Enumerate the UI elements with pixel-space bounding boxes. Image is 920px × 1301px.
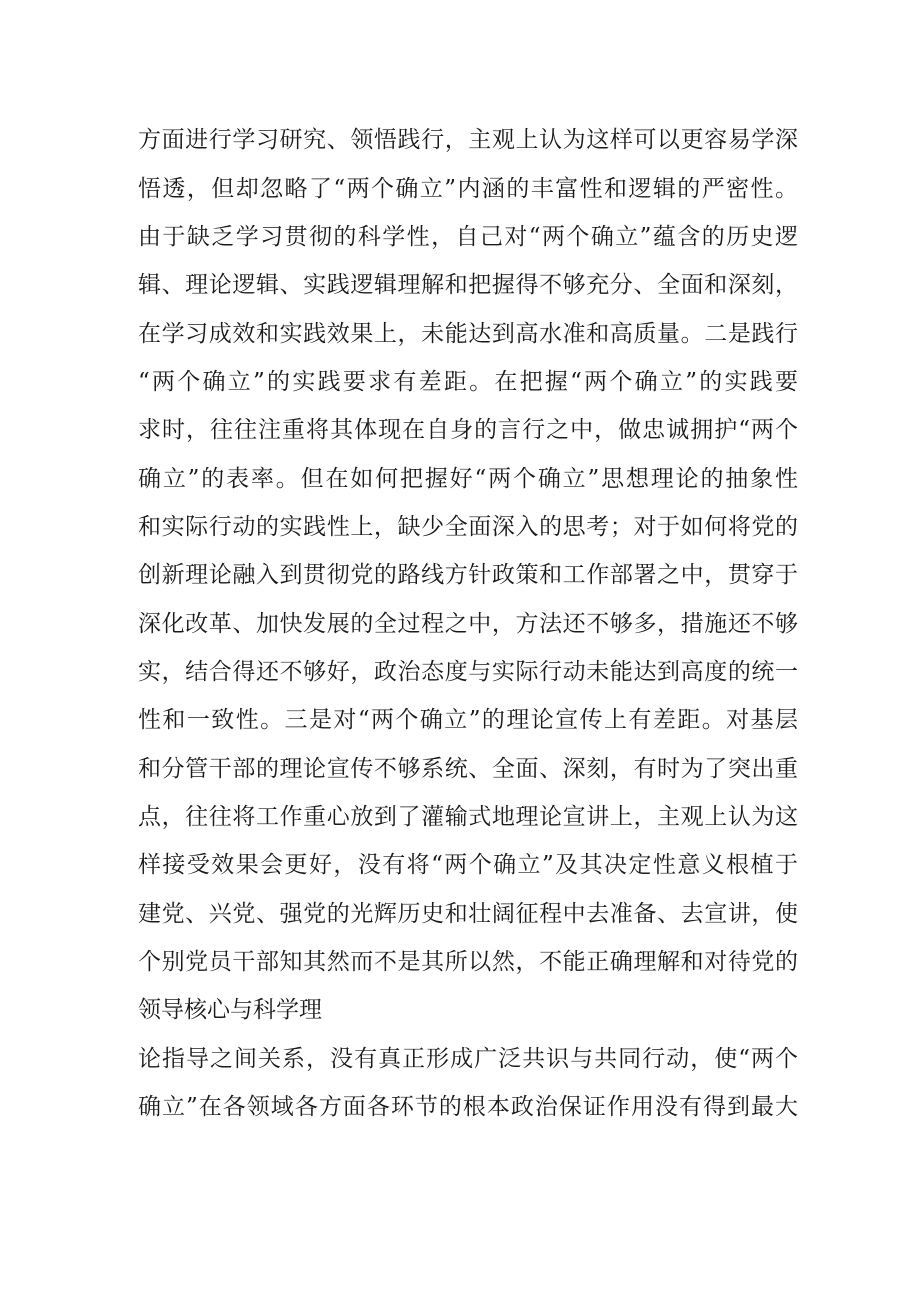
text-line: 求时，往往注重将其体现在自身的言行之中，做忠诚拥护“两个 <box>138 417 798 443</box>
text-line: 领导核心与科学理 <box>138 997 322 1023</box>
text-line: 由于缺乏学习贯彻的科学性，自己对“两个确立”蕴含的历史逻 <box>138 224 798 250</box>
text-line: 确立”的表率。但在如何把握好“两个确立”思想理论的抽象性 <box>138 466 798 492</box>
text-line: 建党、兴党、强党的光辉历史和壮阔征程中去准备、去宣讲，使 <box>138 901 798 927</box>
text-line: 点，往往将工作重心放到了灌输式地理论宣讲上，主观上认为这 <box>138 804 798 830</box>
text-line: 悟透，但却忽略了“两个确立”内涵的丰富性和逻辑的严密性。 <box>138 176 798 202</box>
text-line: 实，结合得还不够好，政治态度与实际行动未能达到高度的统一 <box>138 659 798 685</box>
text-line: 辑、理论逻辑、实践逻辑理解和把握得不够充分、全面和深刻， <box>138 272 798 298</box>
text-line: 方面进行学习研究、领悟践行，主观上认为这样可以更容易学深 <box>138 127 798 153</box>
text-line: 确立”在各领域各方面各环节的根本政治保证作用没有得到最大 <box>138 1094 798 1120</box>
text-line: 创新理论融入到贯彻党的路线方针政策和工作部署之中，贯穿于 <box>138 562 798 588</box>
text-line: 和分管干部的理论宣传不够系统、全面、深刻，有时为了突出重 <box>138 756 798 782</box>
text-line: 论指导之间关系，没有真正形成广泛共识与共同行动，使“两个 <box>138 1046 798 1072</box>
text-line: 深化改革、加快发展的全过程之中，方法还不够多，措施还不够 <box>138 611 798 637</box>
text-line: 样接受效果会更好，没有将“两个确立”及其决定性意义根植于 <box>138 852 798 878</box>
text-line: 个别党员干部知其然而不是其所以然，不能正确理解和对待党的 <box>138 949 798 975</box>
text-line: “两个确立”的实践要求有差距。在把握“两个确立”的实践要 <box>138 369 798 395</box>
text-line: 和实际行动的实践性上，缺少全面深入的思考；对于如何将党的 <box>138 514 798 540</box>
text-line: 性和一致性。三是对“两个确立”的理论宣传上有差距。对基层 <box>138 707 798 733</box>
text-line: 在学习成效和实践效果上，未能达到高水准和高质量。二是践行 <box>138 321 798 347</box>
